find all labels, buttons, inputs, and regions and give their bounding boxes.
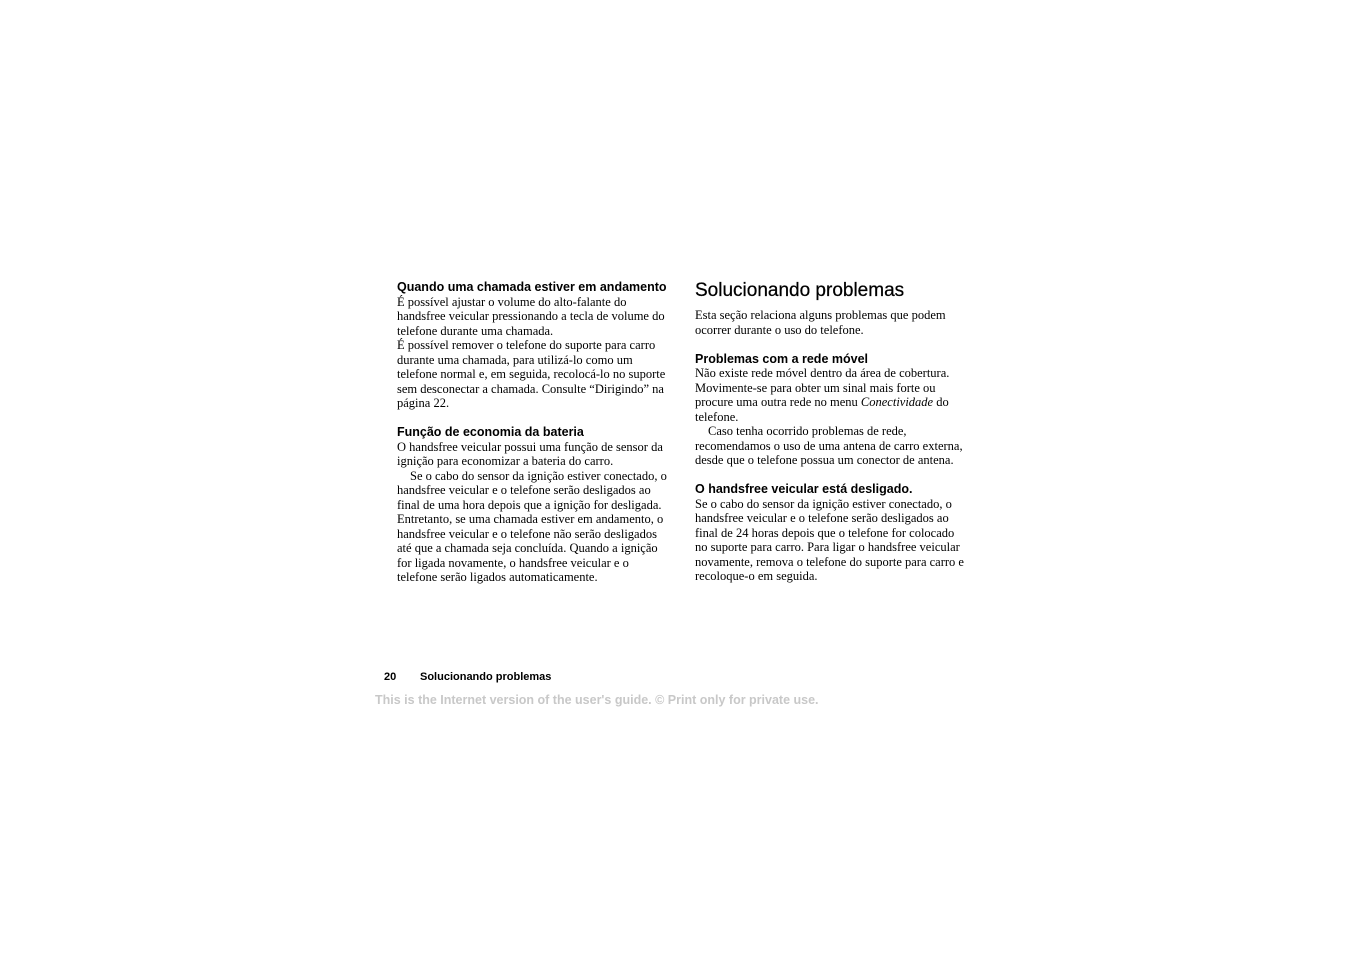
no-network-text-b: do telefone. [695,395,949,424]
paragraph-volume: É possível ajustar o volume do alto-falante do handsfree veicular pressionando a tecla de volume do telefone durante uma chamada. [397,294,665,338]
paragraph-no-network [695,366,967,424]
heading-battery-saving: Função de economia da bateria [397,425,584,439]
paragraph-intro: Esta seção relaciona alguns problemas que podem ocorrer durante o uso do telefone. [695,308,946,337]
heading-network-problems: Problemas com a rede móvel [695,351,868,366]
paragraph-remove-phone: É possível remover o telefone do suporte para carro durante uma chamada, para utilizá-lo como um telefone normal e, em seguida, recolocá-lo no suporte sem desconectar a chamada. Consulte “Dirigindo” na página 22. [397,338,666,410]
heading-call-in-progress: Quando uma chamada estiver em andamento [397,280,667,294]
right-column [695,280,967,584]
paragraph-ignition-details: Se o cabo do sensor da ignição estiver conectado, o handsfree veicular e o telefone serão desligados ao final de uma hora depois que a ignição for desligada. Entretanto, se uma chamada estiver em andamento, o handsfree veicular e o telefone não serão desligados até que a chamada seja concluída. Quando a ignição for ligada novamente, o handsfree veicular e o telefone serão ligados automaticamente. [397,468,667,584]
heading-handsfree-off: O handsfree veicular está desligado. [695,482,913,496]
page-title: Solucionando problemas [695,280,905,301]
menu-connectivity: Conectividade [860,395,934,409]
paragraph-ignition-sensor: O handsfree veicular possui uma função de sensor da ignição para economizar a bateria do carro. [397,439,663,468]
left-column [397,280,669,585]
no-network-text-a: Não existe rede móvel dentro da área de cobertura. Movimente-se para obter um sinal mais forte ou procure uma outra rede no menu [695,366,950,409]
footer-section-title: Solucionando problemas [420,671,552,683]
paragraph-handsfree-off: Se o cabo do sensor da ignição estiver conectado, o handsfree veicular e o telefone serão desligados ao final de 24 horas depois que o telefone for colocado no suporte para carro. Para ligar o handsfree veicular novamente, remova o telefone do suporte para carro e recoloque-o em seguida. [695,496,964,583]
paragraph-external-antenna: Caso tenha ocorrido problemas de rede, recomendamos o uso de uma antena de carro externa, desde que o telefone possua um conector de antena. [695,424,963,467]
internet-version-disclaimer: This is the Internet version of the user's guide. © Print only for private use. [375,693,819,707]
page-number: 20 [384,671,397,683]
